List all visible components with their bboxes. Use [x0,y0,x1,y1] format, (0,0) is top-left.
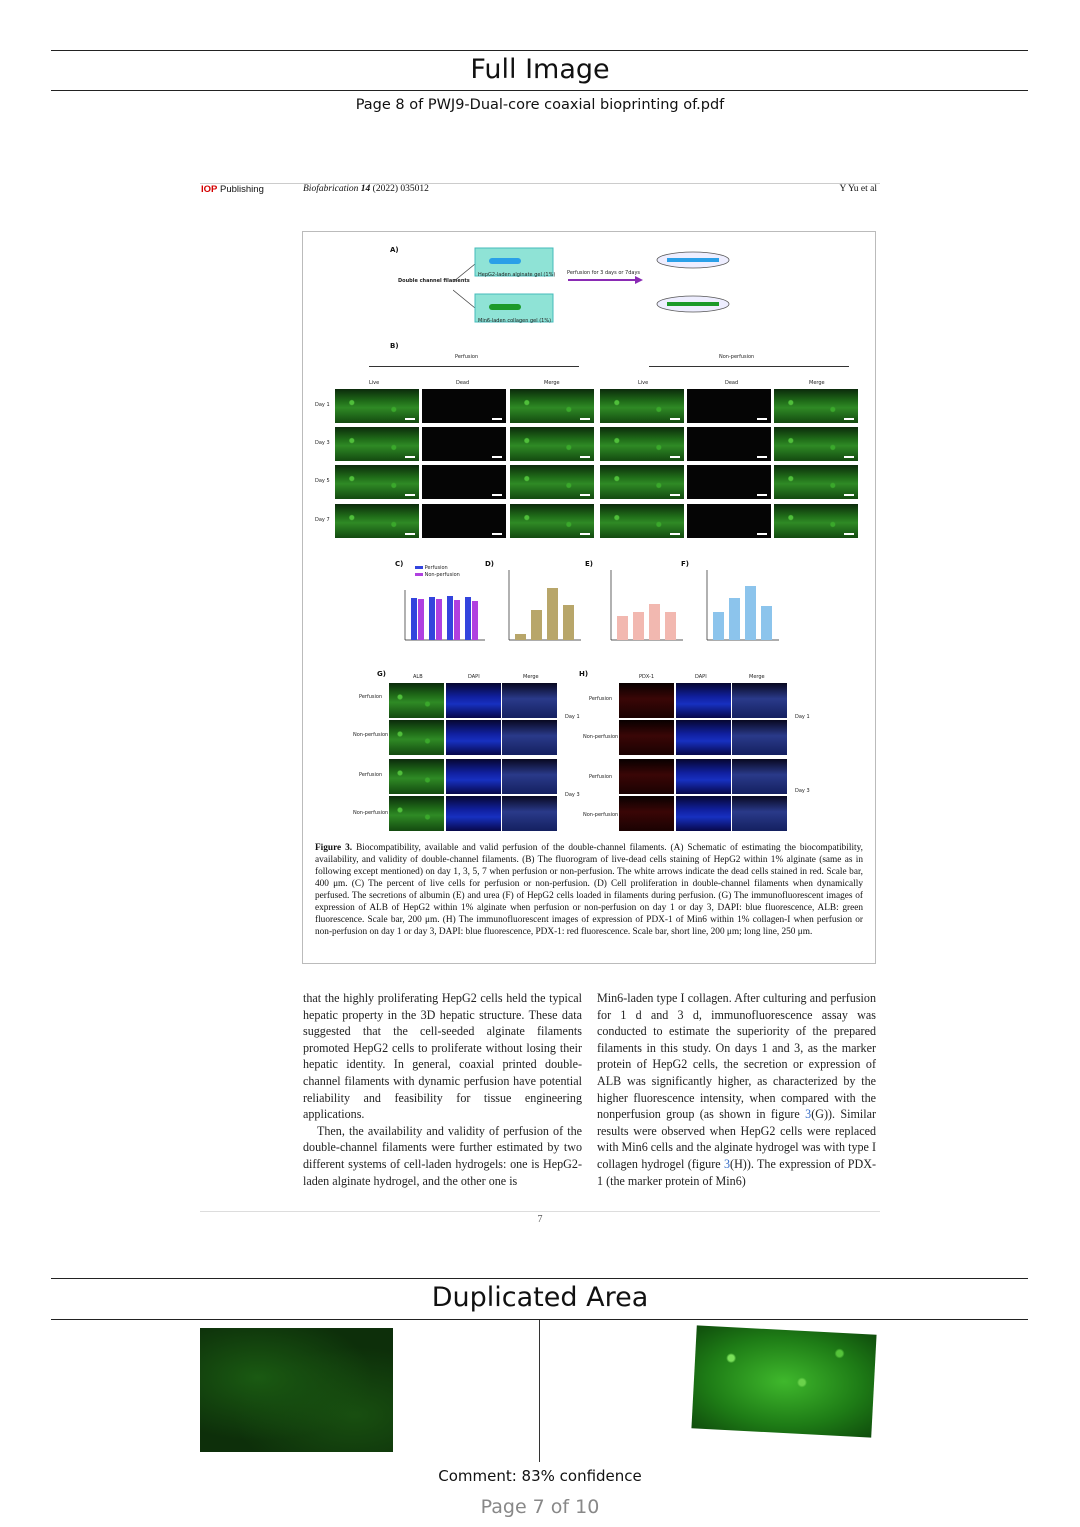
micrograph-tile [335,427,419,461]
figure-ref-link[interactable]: 3 [724,1156,731,1171]
panel-label-a: A) [390,246,399,254]
alb-tile [502,759,557,794]
row-day-1: Day 1 [315,402,330,408]
col-live-1: Live [369,380,380,386]
h-col-dapi: DAPI [695,674,707,680]
g-col-dapi: DAPI [468,674,480,680]
micrograph-tile [600,427,684,461]
micrograph-tile [774,504,858,538]
panel-label-f: F) [681,560,689,568]
h-row-3: Perfusion [589,774,613,780]
h-col-merge: Merge [749,674,765,680]
g-col-merge: Merge [523,674,539,680]
figure-ref-link[interactable]: 3 [805,1107,812,1122]
alb-tile [446,683,501,718]
col-live-2: Live [638,380,649,386]
figure-caption: Figure 3. Biocompatibility, available and valid perfusion of the double-channel filaments. (A) Schematic of estimating the biocompatibility, availability, and validity of double-channel filaments. (B) The fluorogram of live-dead cells staining of HepG2 within 1% alginate (same as in following except mentioned) on day 1, 3, 5, 7 when perfusion or non-perfusion. The white arrows indicate the dead cells stained in red. Scale bar, 400 μm. (C) The percent of live cells for perfusion or non-perfusion. (D) Cell proliferation in double-channel filaments when dynamically perfused. The secretions of albumin (E) and urea (F) of HepG2 cells loaded in filaments during perfusion. (G) The immunofluorescent images of expression of ALB of HepG2 within 1% alginate when perfusion or non-perfusion on day 1 or day 3, DAPI: blue fluorescence, ALB: green fluorescence. Scale bar, 200 μm. (H) The immunofluorescent images of expression of PDX-1 of Min6 within 1% collagen-I when perfusion or non-perfusion on day 1 or day 3, DAPI: blue fluorescence, PDX-1: red fluorescence. Scale bar, short line, 200 μm; long line, 250 μm. [315,843,863,937]
col-dead-2: Dead [725,380,739,386]
micrograph-tile [335,465,419,499]
pdx1-tile [619,720,674,755]
micrograph-tile [600,389,684,423]
dup-top-rule [51,1278,1028,1279]
alb-tile [502,796,557,831]
paper-page [195,175,885,1235]
journal-citation: Biofabrication 14 (2022) 035012 [303,184,429,194]
pdx1-tile [619,683,674,718]
h-row-1: Perfusion [589,696,613,702]
micrograph-tile [600,504,684,538]
h-row-2: Non-perfusion [583,734,619,740]
micrograph-tile [510,465,594,499]
h-day-3: Day 3 [795,788,810,794]
pdx1-tile [676,759,731,794]
pdx1-tile [732,796,787,831]
h-row-4: Non-perfusion [583,812,619,818]
micrograph-tile [687,427,771,461]
paper-page-number: 7 [537,1214,543,1225]
micrograph-tile [510,504,594,538]
g-row-2: Non-perfusion [353,732,389,738]
group-perfusion: Perfusion [455,354,479,360]
pdx1-tile [732,720,787,755]
micrograph-tile [687,389,771,423]
chart-od-value [503,568,583,648]
micrograph-tile [774,389,858,423]
header-rule [200,183,880,184]
chart-urea [701,568,781,648]
micrograph-tile [422,389,506,423]
panel-label-h: H) [579,670,589,678]
h-col-pdx1: PDX-1 [639,674,655,680]
h-day-1: Day 1 [795,714,810,720]
source-filename: Page 8 of PWJ9-Dual-core coaxial bioprinting of.pdf [355,97,725,113]
pdx1-tile [676,720,731,755]
perfusion-arrow-label: Perfusion for 3 days or 7days [567,270,641,276]
footer-rule [200,1211,880,1212]
duplicated-area-title: Duplicated Area [431,1282,649,1313]
pdx1-tile [619,759,674,794]
alb-tile [389,720,444,755]
crop-divider [539,1320,540,1462]
chart-cell-viability [391,588,487,648]
left-paragraph-1: that the highly proliferating HepG2 cells held the typical hepatic property in the 3D hepatic structure. These data suggested that the cell-seeded alginate filaments promoted HepG2 cells to proliferate without losing their hepatic identity. In general, coaxial printed double-channel filaments with dynamic perfusion have potential reliability and feasibility for tissue engineering applications. [303,991,582,1122]
chart-albumin [605,568,685,648]
title-rule [51,90,1028,91]
hepg2-gel-label: HepG2-laden alginate gel (1%) [478,272,556,278]
confidence-comment: Comment: 83% confidence [438,1467,642,1485]
left-paragraph-2: Then, the availability and validity of perfusion of the double-channel filaments were further estimated by two different systems of cell-laden hydrogels: one is HepG2-laden alginate hydrogel, and the other one is [303,1123,582,1188]
group-non-perfusion: Non-perfusion [719,354,755,360]
micrograph-tile [687,465,771,499]
g-col-alb: ALB [413,674,423,680]
alb-tile [446,796,501,831]
min6-gel-label: Min6-laden collagen gel (1%) [478,318,552,324]
g-day-1: Day 1 [565,714,580,720]
row-day-3: Day 3 [315,440,330,446]
pdx1-tile [732,759,787,794]
micrograph-tile [774,465,858,499]
body-column-left [303,990,582,1189]
micrograph-tile [510,427,594,461]
alb-tile [502,683,557,718]
g-row-4: Non-perfusion [353,810,389,816]
micrograph-tile [335,504,419,538]
micrograph-tile [510,389,594,423]
col-dead-1: Dead [456,380,470,386]
top-rule [51,50,1028,51]
micrograph-tile [335,389,419,423]
panel-label-e: E) [585,560,593,568]
full-image-title: Full Image [470,54,610,85]
alb-tile [502,720,557,755]
micrograph-tile [774,427,858,461]
alb-tile [446,759,501,794]
pdx1-tile [732,683,787,718]
micrograph-tile [600,465,684,499]
panel-label-d: D) [485,560,495,568]
col-merge-2: Merge [809,380,825,386]
running-author: Y Yu et al [839,184,877,194]
alb-tile [389,759,444,794]
alb-tile [446,720,501,755]
viewer-page-indicator: Page 7 of 10 [480,1496,600,1518]
micrograph-tile [687,504,771,538]
legend-perfusion: Perfusion [415,565,448,571]
g-day-3: Day 3 [565,792,580,798]
pdx1-tile [619,796,674,831]
col-merge-1: Merge [544,380,560,386]
figure-3 [302,231,876,964]
g-row-3: Perfusion [359,772,383,778]
alb-tile [389,683,444,718]
duplicated-crop-left [200,1328,393,1452]
micrograph-tile [422,465,506,499]
panel-label-b: B) [390,342,399,350]
panel-label-g: G) [377,670,386,678]
duplicated-crop-right [691,1325,876,1437]
micrograph-tile [422,427,506,461]
pdx1-tile [676,796,731,831]
g-row-1: Perfusion [359,694,383,700]
legend-non-perfusion: Non-perfusion [415,572,460,578]
alb-tile [389,796,444,831]
pdx1-tile [676,683,731,718]
row-day-7: Day 7 [315,517,330,523]
row-day-5: Day 5 [315,478,330,484]
double-channel-label: Double channel filaments [398,278,470,284]
micrograph-tile [422,504,506,538]
body-column-right: Min6-laden type I collagen. After culturing and perfusion for 1 d and 3 d, immunofluorescence assay was conducted to estimate the superiority of the prepared filaments in this study. On days 1 and 3, as the marker protein of HepG2 cells, the secretion or expression of ALB was significantly higher, as characterized by the higher fluorescence intensity, when compared with the nonperfusion group (as shown in figure 3(G)). Similar results were observed when HepG2 cells were replaced with Min6 cells and the alginate hydrogel was with type I collagen hydrogel (figure 3(H)). The expression of PDX-1 (the marker protein of Min6) [597,991,876,1188]
panel-label-c: C) [395,560,404,568]
publisher-logo: IOP Publishing [201,184,264,195]
